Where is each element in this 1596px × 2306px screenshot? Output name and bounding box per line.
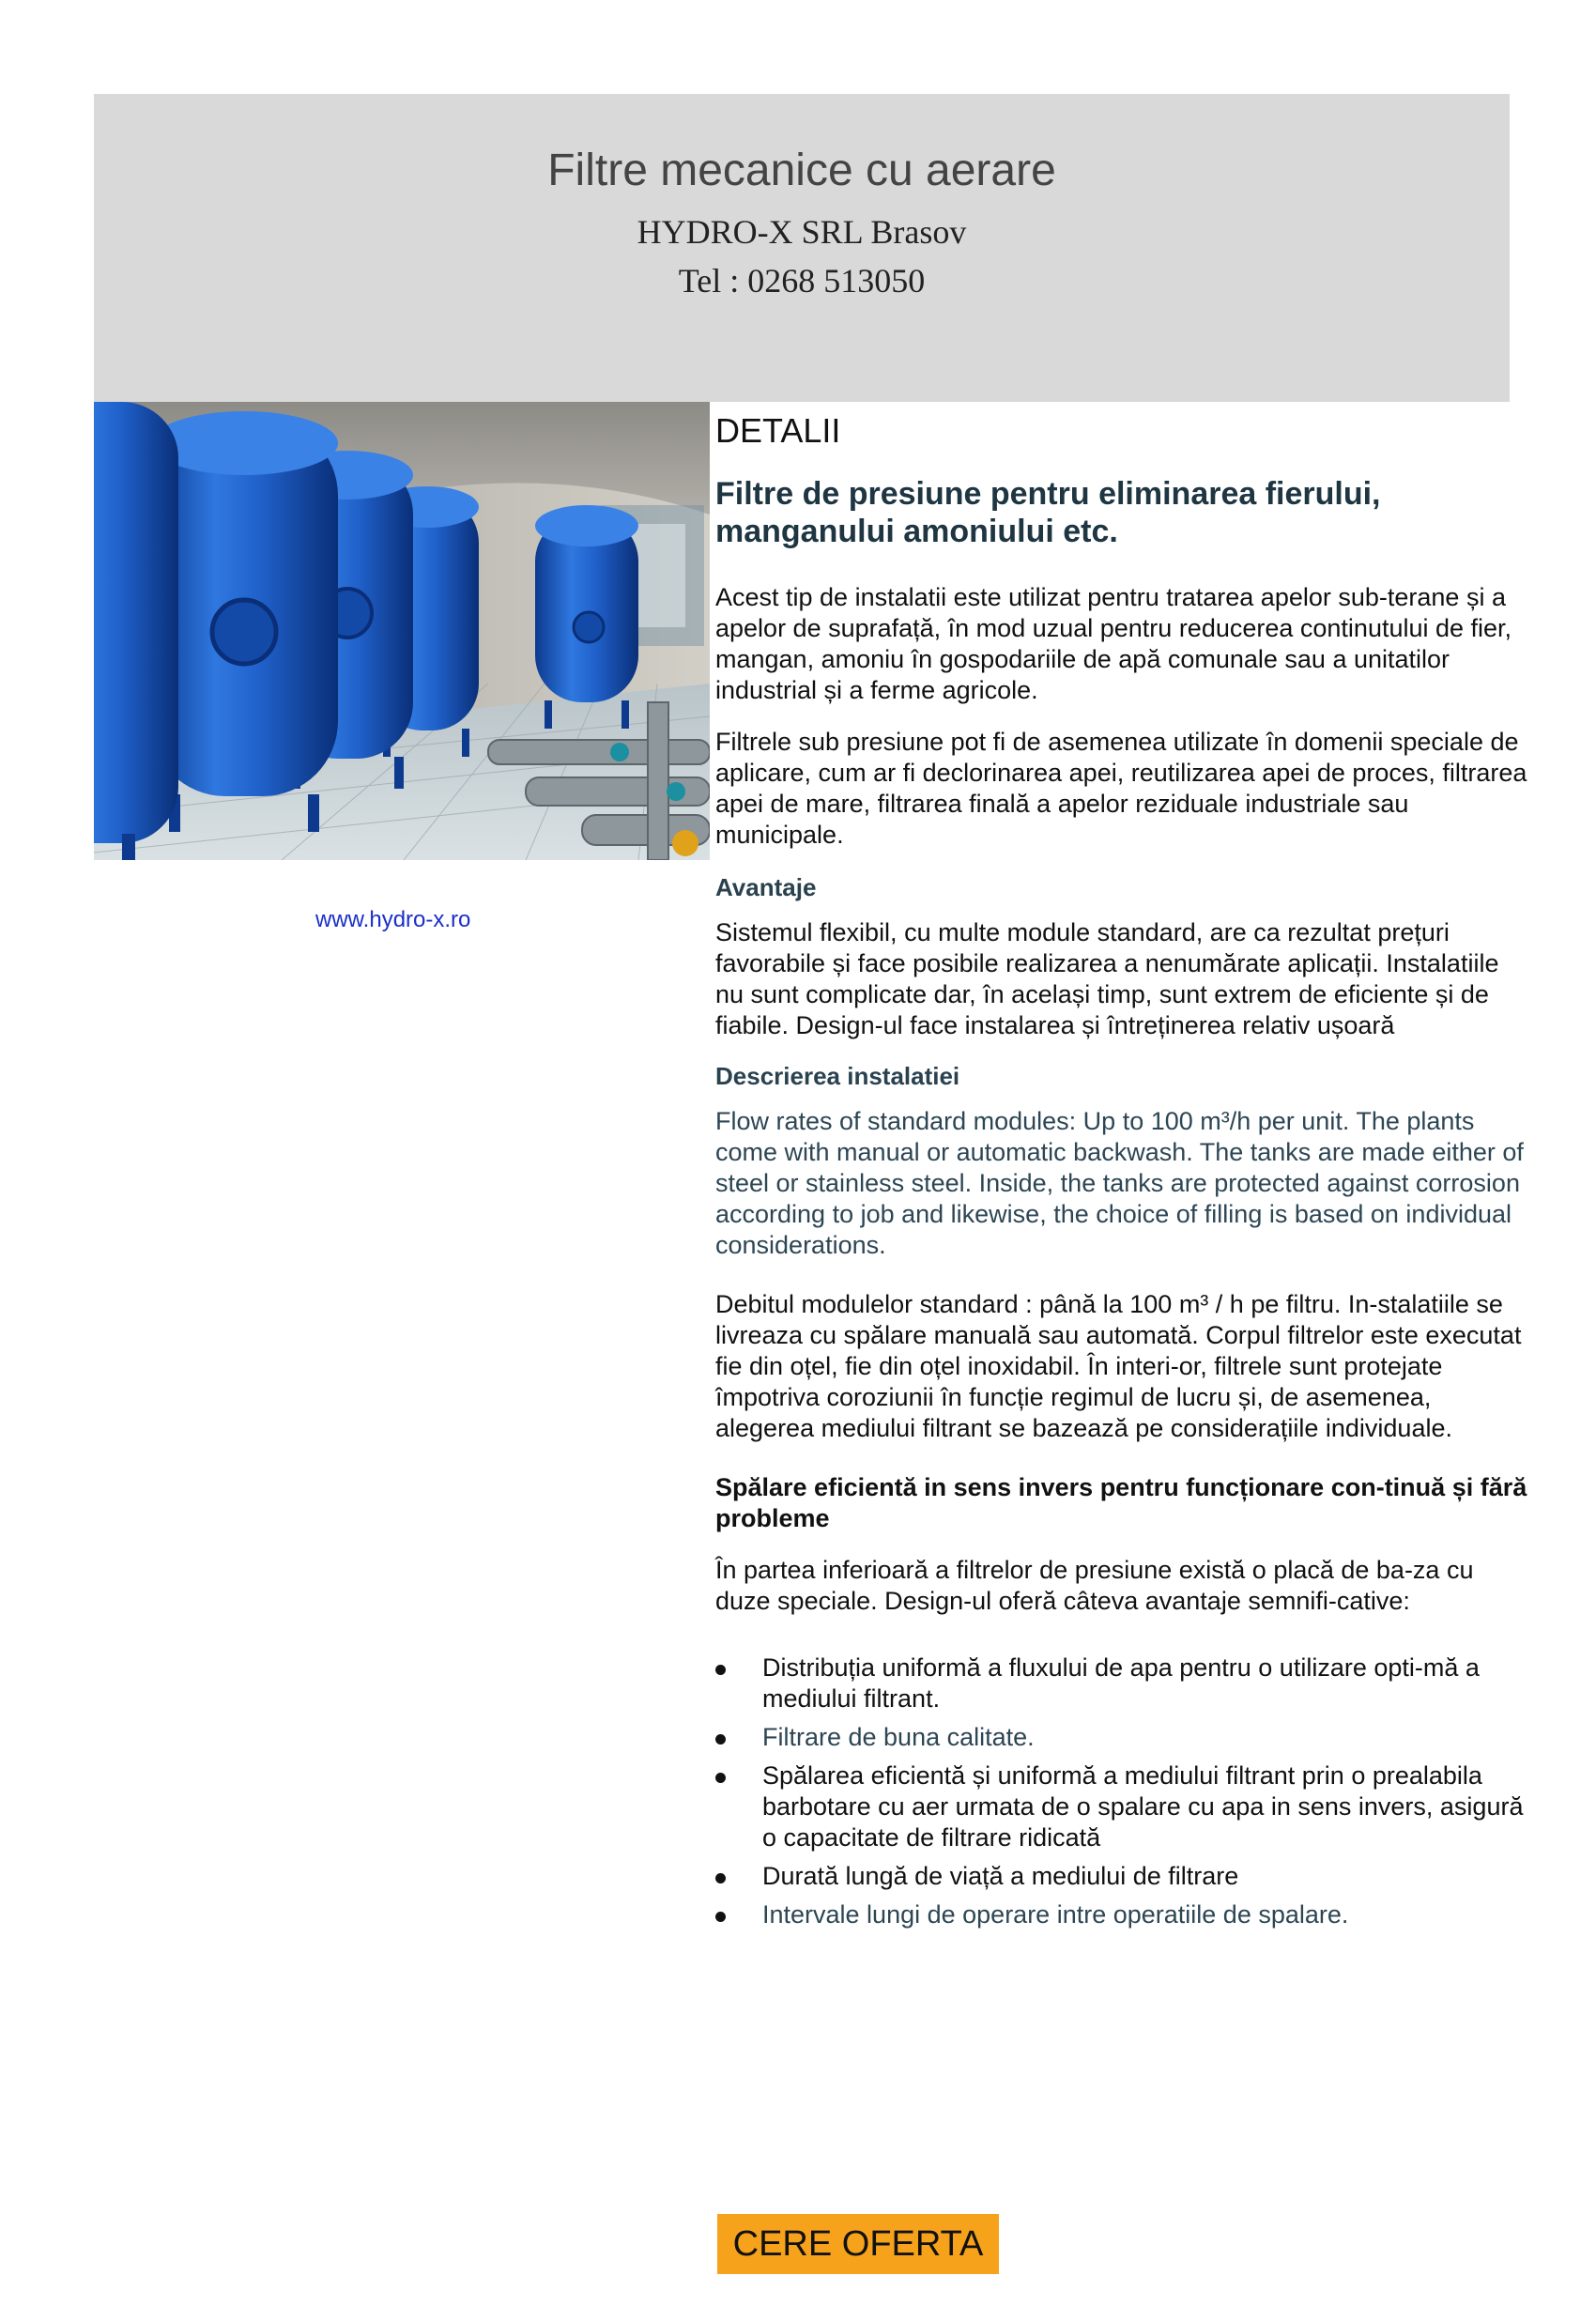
bullet-icon	[715, 1665, 726, 1675]
applications-paragraph: Filtrele sub presiune pot fi de asemenea utilizate în domenii speciale de aplicare, cum ar fi declorinarea apei, reutilizarea apei de proces, filtrarea apei de mare, filtrarea finală a apelor reziduale industriale sau municipale.	[715, 728, 1527, 849]
details-content	[715, 402, 1532, 1938]
description-heading: Descrierea instalatiei	[715, 1062, 960, 1090]
advantages-list	[715, 1653, 1532, 1930]
list-item	[715, 1899, 1532, 1930]
page-header	[94, 94, 1510, 402]
bullet-icon	[715, 1912, 726, 1922]
company-name: HYDRO-X SRL Brasov	[637, 213, 967, 251]
backwash-heading: Spălare eficientă in sens invers pentru funcționare con-tinuă și fără probleme	[715, 1473, 1527, 1532]
bullet-icon	[715, 1773, 726, 1783]
description-english: Flow rates of standard modules: Up to 100 m³/h per unit. The plants come with manual or automatic backwash. The tanks are made either of steel or stainless steel. Inside, the tanks are protected against corrosion according to job and likewise, the choice of filling is based on individual considerations.	[715, 1107, 1524, 1259]
advantages-heading: Avantaje	[715, 873, 817, 901]
filter-tanks-photo	[94, 402, 710, 860]
description-romanian: Debitul modulelor standard : până la 100 m³ / h pe filtru. In-stalatiile se livreaza cu spălare manuală sau automată. Corpul filtrelor este executat fie din oțel, fie din oțel inoxidabil. În interi-or, filtrele sunt protejate împotriva coroziunii în funcție regimul de lucru și, de asemenea, alegerea mediului filtrant se bazează pe considerațiile individuale.	[715, 1290, 1522, 1442]
list-item	[715, 1722, 1532, 1753]
list-item-text: Spălarea eficientă și uniformă a mediului filtrant prin o prealabila barbotare cu aer urmata de o spalare cu apa in sens invers, asigură o capacitate de filtrare ridicată	[762, 1761, 1524, 1852]
list-item	[715, 1760, 1532, 1853]
lead-title: Filtre de presiune pentru eliminarea fierului, manganului amoniului etc.	[715, 476, 1381, 549]
advantages-paragraph: Sistemul flexibil, cu multe module standard, are ca rezultat prețuri favorabile și face posibile realizarea a nenumărate aplicații. Instalatiile nu sunt complicate dar, în același timp, sunt extrem de eficiente și de fiabile. Design-ul face instalarea și întreținerea relativ ușoară	[715, 918, 1499, 1039]
backwash-paragraph: În partea inferioară a filtrelor de presiune există o placă de ba-za cu duze speciale. Design-ul oferă câteva avantaje semnifi-cative:	[715, 1556, 1474, 1615]
bullet-icon	[715, 1734, 726, 1745]
list-item-text: Distribuția uniformă a fluxului de apa pentru o utilizare opti-mă a mediului filtrant.	[762, 1653, 1480, 1713]
website-link[interactable]: www.hydro-x.ro	[315, 907, 471, 932]
section-title: DETALII	[715, 411, 841, 450]
list-item-text: Durată lungă de viață a mediului de filtrare	[762, 1862, 1239, 1890]
request-offer-button[interactable]: CERE OFERTA	[717, 2214, 999, 2274]
list-item-text: Intervale lungi de operare intre operatiile de spalare.	[762, 1900, 1349, 1929]
list-item	[715, 1653, 1532, 1714]
company-phone: Tel : 0268 513050	[678, 262, 926, 300]
list-item	[715, 1861, 1532, 1892]
intro-paragraph: Acest tip de instalatii este utilizat pentru tratarea apelor sub-terane și a apelor de suprafață, în mod uzual pentru reducerea continutului de fier, mangan, amoniu în gospodariile de apă comunale sau a unitatilor industrial și a ferme agricole.	[715, 583, 1512, 704]
page-title: Filtre mecanice cu aerare	[547, 146, 1056, 195]
bullet-icon	[715, 1873, 726, 1883]
list-item-text: Filtrare de buna calitate.	[762, 1723, 1035, 1751]
